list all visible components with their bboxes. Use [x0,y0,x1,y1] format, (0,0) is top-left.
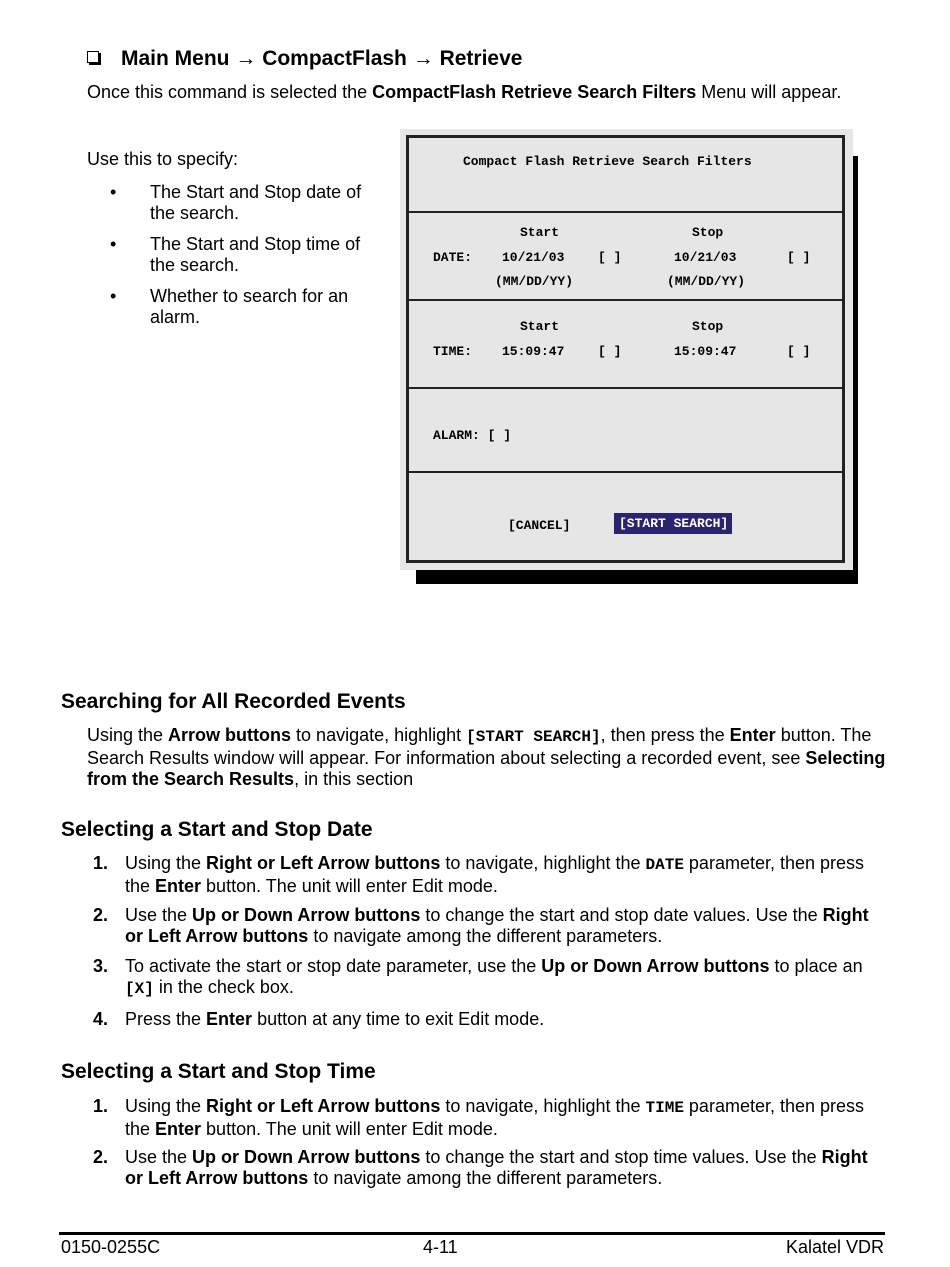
text: to place an [769,956,863,976]
date-start-checkbox[interactable]: [ ] [598,250,622,265]
bold-text: Up or Down Arrow buttons [541,956,770,976]
date-stop-header: Stop [692,225,724,240]
code-text: DATE [645,856,684,874]
breadcrumb-compactflash: CompactFlash [262,47,407,70]
arrow-icon: → [235,47,257,70]
text: to navigate among the different parameters. [308,1168,663,1188]
text: Using the [87,725,169,745]
intro-text-end: Menu will appear. [696,82,842,102]
code-text: [START SEARCH] [466,728,601,746]
dialog-title: Compact Flash Retrieve Search Filters [463,154,752,169]
text: to navigate among the different parameters. [308,926,663,946]
divider [409,211,842,213]
divider [409,299,842,301]
list-item [110,182,370,224]
bold-text: Right or Left Arrow buttons [125,905,869,946]
text: , then press the [600,725,730,745]
divider [409,387,842,389]
text: Use the [125,905,193,925]
list-item-text: Whether to search for an alarm. [150,286,349,327]
date-start-format: (MM/DD/YY) [495,274,574,289]
intro-bold-text: CompactFlash Retrieve Search Filters [372,82,697,102]
alarm-checkbox[interactable]: ALARM: [ ] [433,428,512,443]
step-text [125,956,885,1000]
list-item-text: The Start and Stop time of the search. [150,234,361,275]
text: parameter, then press the [125,1096,865,1139]
step-number: 2. [93,1147,109,1167]
text: To activate the start or stop date parameter, use the [125,956,542,976]
bold-text: Enter [206,1009,253,1029]
step-text [125,853,885,897]
step-text [125,905,885,947]
footer-rule [59,1232,885,1235]
arrow-icon: → [412,47,434,70]
section-heading-main-menu [87,47,522,71]
time-start-header: Start [520,319,560,334]
cancel-button[interactable]: [CANCEL] [508,518,571,533]
section-heading: Searching for All Recorded Events [61,690,406,713]
time-stop-header: Stop [692,319,724,334]
time-stop-value[interactable]: 15:09:47 [674,344,737,359]
text: button. The unit will enter Edit mode. [201,876,498,896]
date-label: DATE: [433,250,473,265]
date-stop-format: (MM/DD/YY) [667,274,746,289]
bold-text: Up or Down Arrow buttons [192,1147,421,1167]
text: in the check box. [153,977,294,997]
footer-product: Kalatel VDR [786,1237,885,1257]
date-stop-value[interactable]: 10/21/03 [674,250,737,265]
use-this-lead: Use this to specify: [87,149,239,169]
checkbox-bullet-icon [87,51,99,63]
step-number: 1. [93,1096,109,1116]
bold-text: Arrow buttons [168,725,292,745]
bullet-icon: • [110,234,117,254]
section-heading: Selecting a Start and Stop Date [61,818,373,841]
time-start-value[interactable]: 15:09:47 [502,344,565,359]
bold-text: Enter [729,725,776,745]
breadcrumb-main-menu: Main Menu [121,47,230,70]
date-start-value[interactable]: 10/21/03 [502,250,565,265]
list-item [110,234,370,276]
text: Using the [125,1096,207,1116]
list-item [93,1009,893,1030]
step-number: 2. [93,905,109,925]
date-stop-checkbox[interactable]: [ ] [787,250,811,265]
text: to navigate, highlight the [440,853,646,873]
time-label: TIME: [433,344,473,359]
bold-text: Right or Left Arrow buttons [206,853,441,873]
text: button. The unit will enter Edit mode. [201,1119,498,1139]
list-item [93,905,893,947]
code-text: TIME [645,1099,684,1117]
intro-paragraph [87,82,841,103]
text: Press the [125,1009,207,1029]
bullet-icon: • [110,286,117,306]
start-search-button[interactable]: [START SEARCH] [614,513,732,534]
list-item-text: The Start and Stop date of the search. [150,182,362,223]
text: , in this section [294,769,414,789]
footer-doc-number: 0150-0255C [61,1237,161,1257]
text: to change the start and stop time values. Use the [420,1147,822,1167]
step-text [125,1147,885,1189]
step-number: 1. [93,853,109,873]
bold-text: Enter [155,876,202,896]
list-item [93,956,893,998]
breadcrumb-retrieve: Retrieve [439,47,523,70]
text: button. The Search Results window will appear. For information about selecting a recorded event, see [87,725,872,768]
bold-text: Enter [155,1119,202,1139]
footer-page-number: 4-11 [423,1237,458,1257]
step-text [125,1009,885,1030]
list-item [93,1096,893,1138]
list-item [93,853,893,895]
date-start-header: Start [520,225,560,240]
text: button at any time to exit Edit mode. [252,1009,545,1029]
bold-text: Selecting from the Search Results [87,748,886,789]
step-number: 4. [93,1009,109,1029]
section-paragraph [87,725,887,790]
text: to navigate, highlight [291,725,467,745]
time-stop-checkbox[interactable]: [ ] [787,344,811,359]
bullet-icon: • [110,182,117,202]
step-text [125,1096,885,1140]
text: Using the [125,853,207,873]
list-item [93,1147,893,1189]
divider [409,471,842,473]
bold-text: Right or Left Arrow buttons [125,1147,868,1188]
step-number: 3. [93,956,109,976]
bold-text: Up or Down Arrow buttons [192,905,421,925]
code-text: [X] [125,980,154,998]
intro-text: Once this command is selected the [87,82,373,102]
time-start-checkbox[interactable]: [ ] [598,344,622,359]
text: to change the start and stop date values. Use the [420,905,823,925]
text: to navigate, highlight the [440,1096,646,1116]
bold-text: Right or Left Arrow buttons [206,1096,441,1116]
section-heading: Selecting a Start and Stop Time [61,1060,376,1083]
text: parameter, then press the [125,853,865,896]
text: Use the [125,1147,193,1167]
list-item [110,286,370,328]
search-filters-dialog [406,135,845,563]
